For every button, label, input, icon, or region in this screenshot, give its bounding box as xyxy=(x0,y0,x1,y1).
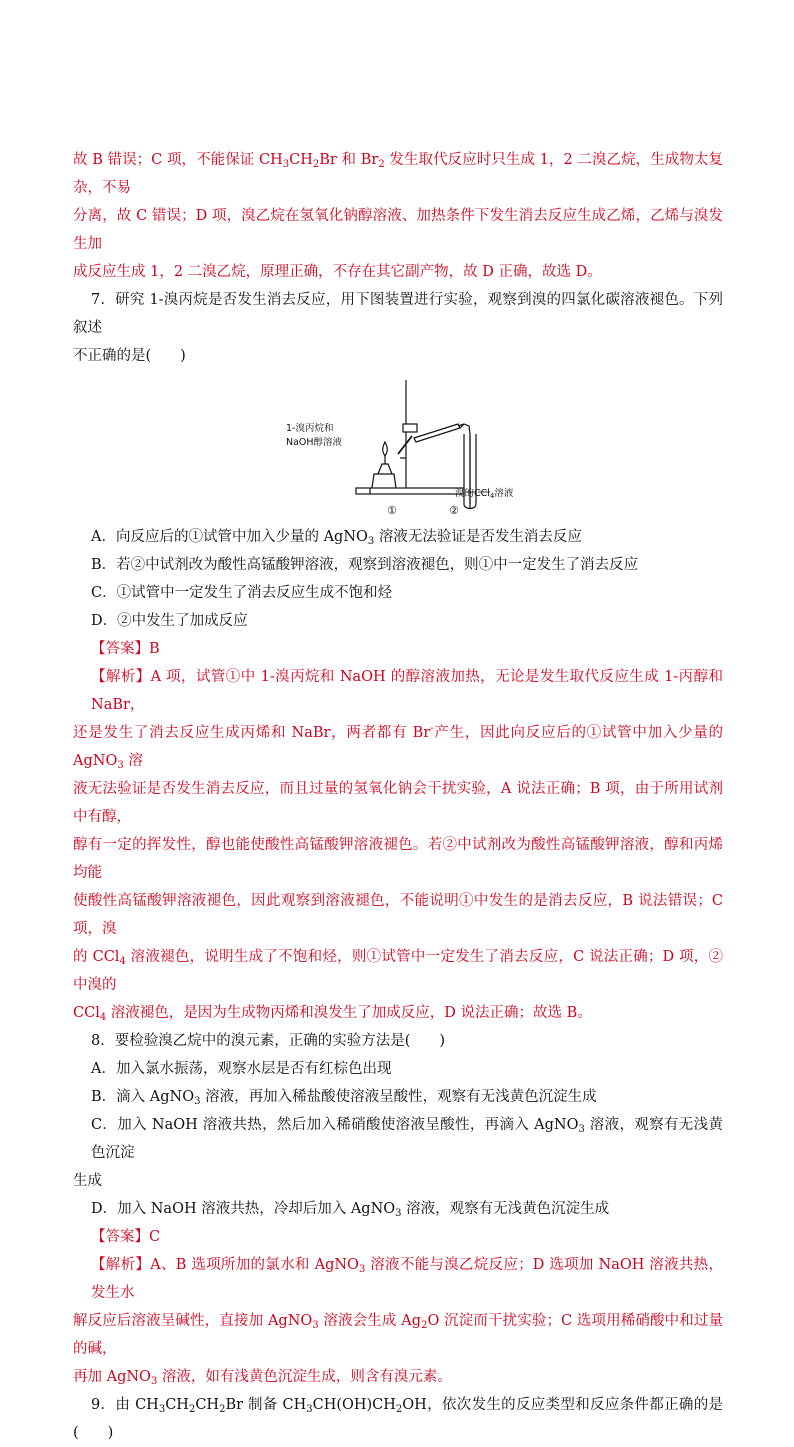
q7-option-b: B．若②中试剂改为酸性高锰酸钾溶液，观察到溶液褪色，则①中一定发生了消去反应 xyxy=(91,557,639,573)
q9-stem: 9．由 $CH_3CH_2CH_2Br$ 制备 $CH_3CH(OH)CH_2OH$，依次发生的反应类型和反应条件都正确的是( ) xyxy=(73,1397,723,1441)
q7-explanation-line-4: 醇有一定的挥发性，醇也能使酸性高锰酸钾溶液褪色。若②中试剂改为酸性高锰酸钾溶液，醇和丙烯均能 xyxy=(73,837,723,881)
flask-label-line-1: 1-溴丙烷和 xyxy=(286,423,334,434)
page-content xyxy=(73,146,723,1447)
q8-option-a: A．加入氯水振荡，观察水层是否有红棕色出现 xyxy=(91,1061,392,1077)
q7-answer: 【答案】B xyxy=(91,641,160,657)
q8-stem: 8．要检验溴乙烷中的溴元素，正确的实验方法是( ) xyxy=(91,1033,446,1049)
q8-explanation-line-3: 再加 AgNO$_3$ 溶液，如有浅黄色沉淀生成，则含有溴元素。 xyxy=(73,1369,452,1387)
q8-explanation-line-2: 解反应后溶液呈碱性，直接加 AgNO$_3$ 溶液会生成 $Ag_2O$ 沉淀而干扰实验；C 选项用稀硝酸中和过量的碱， xyxy=(73,1313,724,1357)
q8-option-c: C．加入 NaOH 溶液共热，然后加入稀硝酸使溶液呈酸性，再滴入 AgNO$_3$ 溶液，观察有无浅黄色沉淀 xyxy=(91,1117,723,1161)
q7-explanation-line-5: 使酸性高锰酸钾溶液褪色，因此观察到溶液褪色，不能说明①中发生的是消去反应，B 说法错误；C 项，溴 xyxy=(73,893,723,937)
figure-number-1: ① xyxy=(387,504,397,517)
q7-explanation-line-1: 【解析】A 项，试管①中 1-溴丙烷和 NaOH 的醇溶液加热，无论是发生取代反应生成 1-丙醇和 NaBr， xyxy=(91,669,723,713)
prev-explanation-line-1: 故 B 错误；C 项，不能保证 $CH_3CH_2Br$ 和 $Br_2$ 发生取代反应时只生成 1，2 二溴乙烷，生成物太复杂，不易 xyxy=(73,152,723,196)
q7-explanation-line-3: 液无法验证是否发生消去反应，而且过量的氢氧化钠会干扰实验，A 说法正确；B 项，由于所用试剂中有醇， xyxy=(73,781,723,825)
q7-explanation-line-7: CCl$_4$ 溶液褪色，是因为生成物丙烯和溴发生了加成反应，D 说法正确；故选 B。 xyxy=(73,1005,592,1023)
q7-explanation-line-2: 还是发生了消去反应生成丙烯和 NaBr，两者都有 Br-产生，因此向反应后的①试管中加入少量的 AgNO$_3$ 溶 xyxy=(73,723,723,771)
flask-label-line-2: NaOH醇溶液 xyxy=(286,437,343,448)
prev-explanation-line-2: 分离，故 C 错误；D 项，溴乙烷在氢氧化钠醇溶液、加热条件下发生消去反应生成乙烯，乙烯与溴发生加 xyxy=(73,208,723,252)
q7-apparatus-figure xyxy=(73,376,723,519)
q7-option-d: D．②中发生了加成反应 xyxy=(91,613,248,629)
q7-stem-cont: 不正确的是( ) xyxy=(73,348,186,364)
q7-option-a: A．向反应后的①试管中加入少量的 AgNO$_3$ 溶液无法验证是否发生消去反应 xyxy=(91,529,582,547)
q8-option-b: B．滴入 AgNO$_3$ 溶液，再加入稀盐酸使溶液呈酸性，观察有无浅黄色沉淀生成 xyxy=(91,1089,597,1107)
q7-explanation-line-6: 的 CCl$_4$ 溶液褪色，说明生成了不饱和烃，则①试管中一定发生了消去反应，C 说法正确；D 项，②中溴的 xyxy=(73,949,724,993)
q8-option-c-cont: 生成 xyxy=(73,1173,102,1189)
q8-explanation-line-1: 【解析】A、B 选项所加的氯水和 AgNO$_3$ 溶液不能与溴乙烷反应；D 选项加 NaOH 溶液共热，发生水 xyxy=(91,1257,723,1301)
prev-explanation-line-3: 成反应生成 1，2 二溴乙烷，原理正确，不存在其它副产物，故 D 正确，故选 D。 xyxy=(73,264,602,280)
q7-option-c: C．①试管中一定发生了消去反应生成不饱和烃 xyxy=(91,585,393,601)
q7-stem: 7．研究 1-溴丙烷是否发生消去反应，用下图装置进行实验，观察到溴的四氯化碳溶液褪色。下列叙述 xyxy=(73,292,723,336)
q8-option-d: D．加入 NaOH 溶液共热，冷却后加入 AgNO$_3$ 溶液，观察有无浅黄色沉淀生成 xyxy=(91,1201,610,1219)
figure-number-2: ② xyxy=(449,504,459,517)
tube-label: 溴的CCl$_4$溶液 xyxy=(455,488,514,500)
q8-answer: 【答案】C xyxy=(91,1229,161,1245)
